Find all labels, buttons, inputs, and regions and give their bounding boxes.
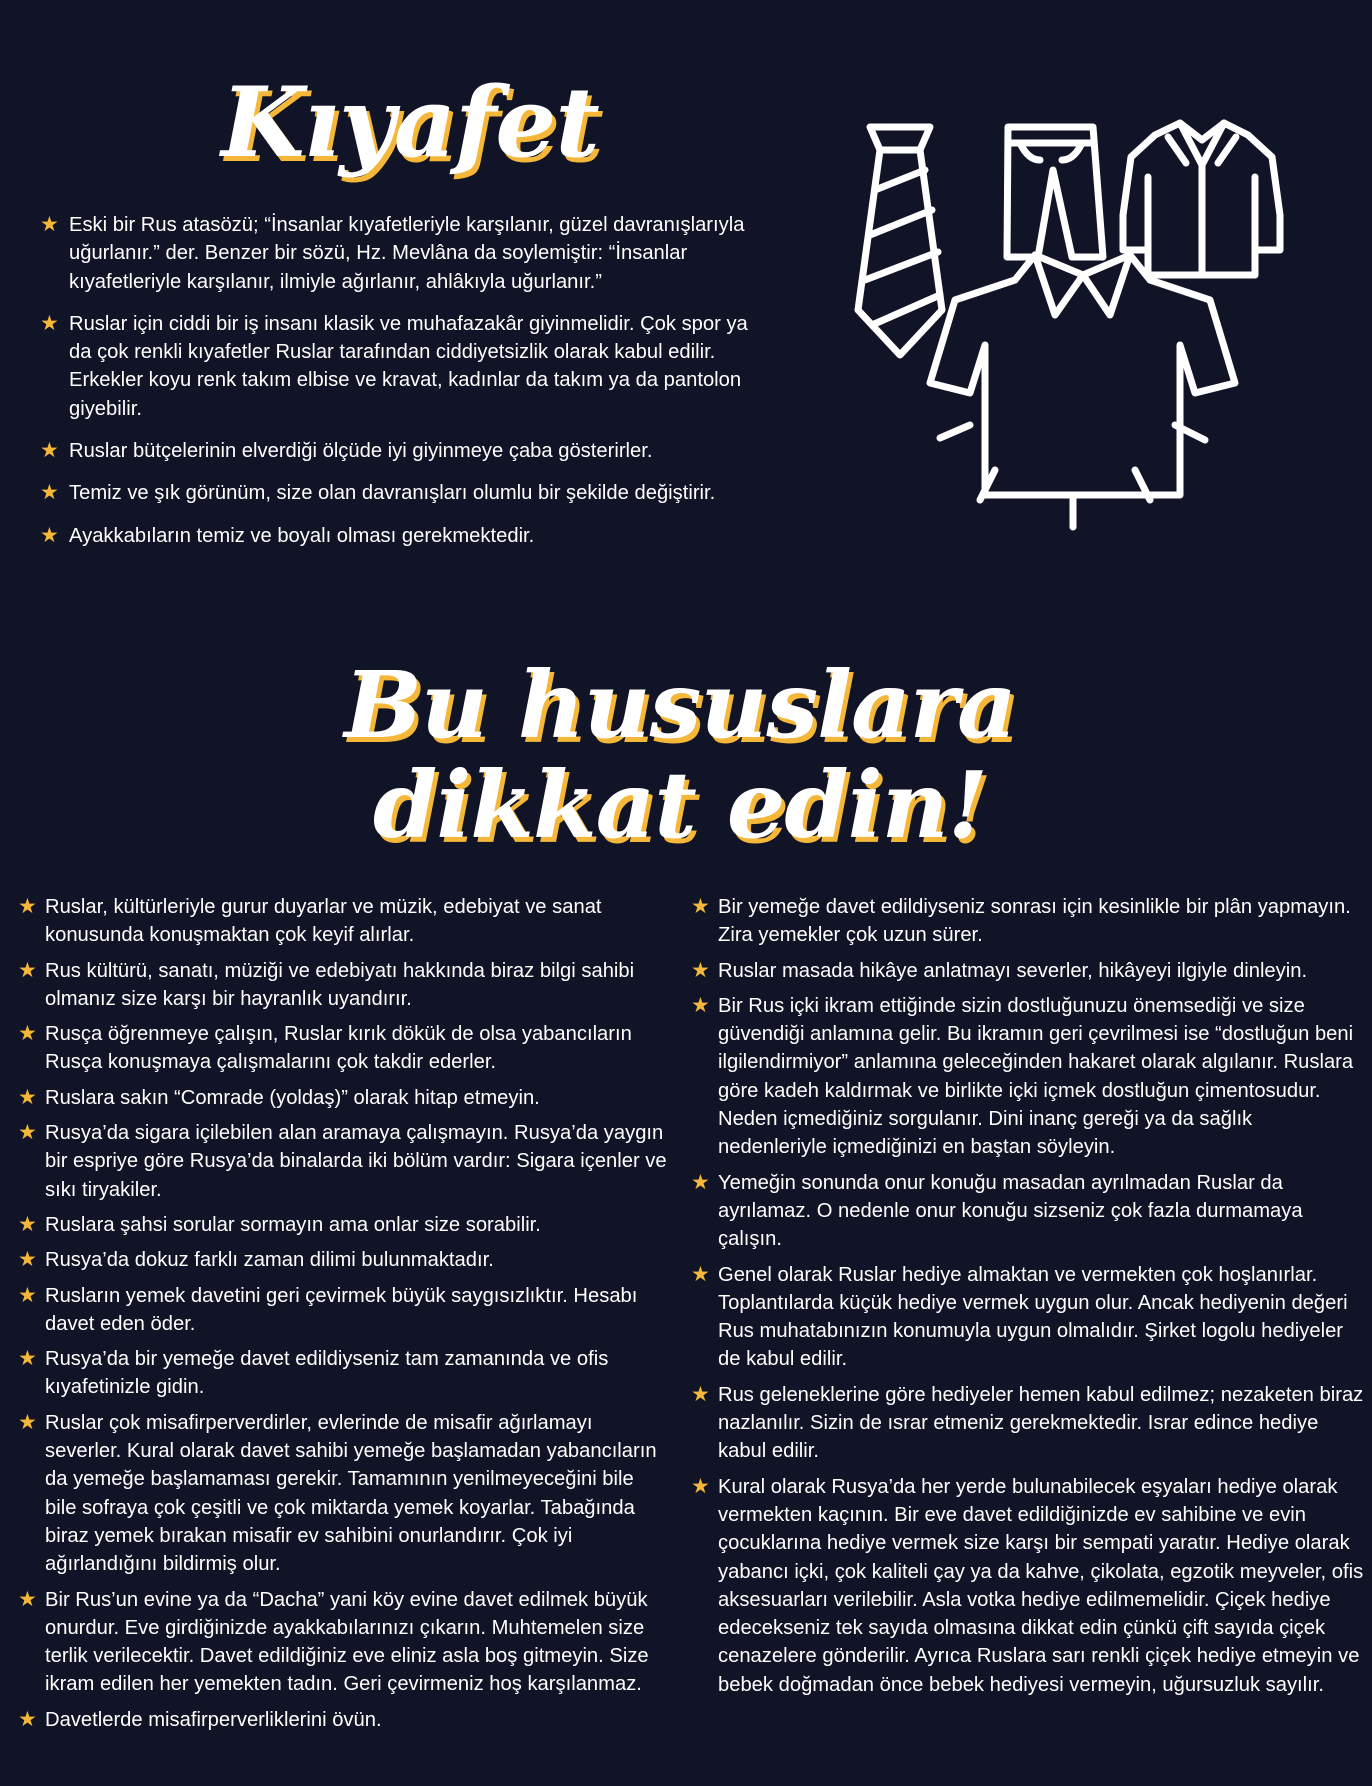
trousers-icon [1007,127,1103,257]
list-item: ★ Bir Rus’un evine ya da “Dacha” yani köy evine davet edilmek büyük onurdur. Eve girdiğinizde ayakkabılarınızı çıkarın. Muhtemelen size terlik verilecektir. Davet edildiğiniz eve eliniz asla boş gitmeyin. Size ikram edilen her yemekten tadın. Geri çevirmeniz hoş karşılanmaz. [18,1587,649,1696]
list-item: ★ Rusça öğrenmeye çalışın, Ruslar kırık dökük de olsa yabancıların Rusça konuşmaya çalışmalarını çok takdir ederler. [18,1022,632,1074]
list-item: ★ Ruslar çok misafirperverdirler, evlerinde de misafir ağırlamayı severler. Kural olarak davet sahibi yemeğe başlamadan yabancıların da yemeğe başlamaması gerekir. Tamamının yenilmeyeceğini bile bile sofraya çok çeşitli ve çok miktarda yemek koyarlar. Tabağında biraz yemek bırakan misafir ev sahibini onurlandırır. Çok iyi ağırlandığını bildirmiş olur. [18,1410,657,1576]
star-icon: ★ [40,481,59,505]
star-icon: ★ [691,1474,710,1498]
star-icon: ★ [18,1410,37,1434]
list-item: ★ Ruslara şahsi sorular sormayın ama onlar size sorabilir. [18,1211,668,1239]
dikkat-title [330,651,1030,859]
kiyafet-list [42,211,762,564]
star-icon: ★ [18,1212,37,1236]
star-icon: ★ [40,439,59,463]
jacket-icon [1123,123,1280,275]
list-item: ★ Ruslar bütçelerinin elverdiği ölçüde iyi giyinmeye çaba gösterirler. [42,437,762,465]
kiyafet-title: Kıyafet [221,66,599,179]
shirt-icon [930,255,1235,495]
list-item: ★ Kural olarak Rusya’da her yerde bulunabilecek eşyaları hediye olarak vermekten kaçının. Bir eve davet edildiğinizde ev sahibine ve evin çocuklarına hediye vermek size karşı bir sempati yaratır. Hediye olarak yabancı içki, çok kaliteli çay ya da kahve, çikolata, egzotik meyveler, ofis aksesuarları verilebilir. Asla votka hediye edilmemelidir. Çiçek hediye edecekseniz tek sayıda olmasına dikkat edin çünkü çift sayıda çiçek cenazelere gönderilir. Ayrıca Ruslara sarı renkli çiçek hediye etmeyin ve bebek doğmadan önce bebek hediyesi vermeyin, uğursuzluk sayılır. [691,1474,1364,1696]
star-icon: ★ [691,1170,710,1194]
sparkle-lines [940,425,1205,527]
star-icon: ★ [40,523,59,547]
dikkat-left-list [18,893,668,1741]
list-item: ★ Ruslara sakın “Comrade (yoldaş)” olarak hitap etmeyin. [18,1084,668,1112]
dikkat-title-line2: dikkat edin! [373,751,987,859]
list-item: ★ Rus geleneklerine göre hediyeler hemen kabul edilmez; nezaketen biraz nazlanılır. Sizin de ısrar etmeniz gerekmektedir. Israr edince hediye kabul edilir. [691,1382,1364,1463]
star-icon: ★ [18,1347,37,1371]
star-icon: ★ [40,213,59,236]
star-icon: ★ [18,958,37,982]
star-icon: ★ [18,895,37,918]
list-item: ★ Rusya’da sigara içilebilen alan aramaya çalışmayın. Rusya’da yaygın bir espriye göre Rusya’da binalarda iki bölüm vardır: Sigara içenler ve sıkı tiryakiler. [18,1121,667,1201]
list-item: ★ Davetlerde misafirperverliklerini övün. [18,1706,668,1734]
star-icon: ★ [691,895,710,918]
star-icon: ★ [40,311,59,335]
list-item: ★ Rusya’da bir yemeğe davet edildiyseniz tam zamanında ve ofis kıyafetinizle gidin. [18,1347,609,1399]
star-icon: ★ [691,1262,710,1286]
star-icon: ★ [18,1085,37,1109]
star-icon: ★ [18,1022,37,1046]
list-item: ★ Temiz ve şık görünüm, size olan davranışları olumlu bir şekilde değiştirir. [42,479,762,507]
list-item: ★ Rus kültürü, sanatı, müziği ve edebiyatı hakkında biraz bilgi sahibi olmanız size karşı bir hayranlık uyandırır. [18,958,635,1010]
list-item: ★ Genel olarak Ruslar hediye almaktan ve vermekten çok hoşlanırlar. Toplantılarda küçük hediye vermek uygun olur. Ancak hediyenin değeri Rus muhatabınızın konumuyla uygun olmalıdır. Şirket logolu hediyeler de kabul edilir. [691,1262,1348,1371]
list-item: ★ Yemeğin sonunda onur konuğu masadan ayrılmadan Ruslar da ayrılamaz. O nedenle onur konuğu sizseniz çok fazla durmamaya çalışın. [691,1170,1303,1251]
star-icon: ★ [18,1248,37,1272]
star-icon: ★ [18,1587,37,1611]
dikkat-right-list [691,893,1366,1706]
star-icon: ★ [18,1707,37,1731]
list-item: ★ Ruslar için ciddi bir iş insanı klasik ve muhafazakâr giyinmelidir. Çok spor ya da çok renkli kıyafetler Ruslar tarafından ciddiyetsizlik olarak kabul edilir. Erkekler koyu renk takım elbise ve kravat, kadınlar da takım ya da pantolon giyebilir. [40,311,748,420]
tie-icon [858,127,942,355]
star-icon: ★ [18,1121,37,1145]
star-icon: ★ [691,1382,710,1406]
list-item: ★ Ayakkabıların temiz ve boyalı olması gerekmektedir. [42,522,762,550]
list-item: ★ Ruslar masada hikâye anlatmayı severler, hikâyeyi ilgiyle dinleyin. [691,957,1366,985]
list-item: ★ Rusya’da dokuz farklı zaman dilimi bulunmaktadır. [18,1246,668,1274]
list-item: ★ Rusların yemek davetini geri çevirmek büyük saygısızlıktır. Hesabı davet eden öder. [18,1283,638,1335]
list-item: ★ Bir Rus içki ikram ettiğinde sizin dostluğunuzu önemsediği ve size güvendiği anlamına gelir. Bu ikramın geri çevrilmesi ise “dostluğun beni ilgilendirmiyor” anlamına geleceğinden hakaret olarak algılanır. Ruslara göre kadeh kaldırmak ve birlikte içki içmek dostluğun çimentosudur. Neden içmediğiniz sorgulanır. Dini inanç gereği ya da sağlık nedenleriyle içmediğinizi en baştan söyleyin. [691,993,1354,1159]
star-icon: ★ [18,1283,37,1307]
star-icon: ★ [691,958,710,982]
star-icon: ★ [691,993,710,1017]
dikkat-title-line1: Bu hususlara [344,651,1016,759]
list-item: ★ Ruslar, kültürleriyle gurur duyarlar ve müzik, edebiyat ve sanat konusunda konuşmaktan çok keyif alırlar. [18,895,602,947]
list-item: ★ Bir yemeğe davet edildiyseniz sonrası için kesinlikle bir plân yapmayın. Zira yemekler çok uzun sürer. [691,895,1351,947]
clothing-illustration [850,115,1300,580]
list-item: ★ Eski bir Rus atasözü; “İnsanlar kıyafetleriyle karşılanır, güzel davranışlarıyla uğurlanır.” der. Benzer bir sözü, Hz. Mevlâna da soylemiştir: “İnsanlar kıyafetleriyle karşılanır, ilmiyle ağırlanır, ahlâkıyla uğurlanır.” [40,213,745,293]
